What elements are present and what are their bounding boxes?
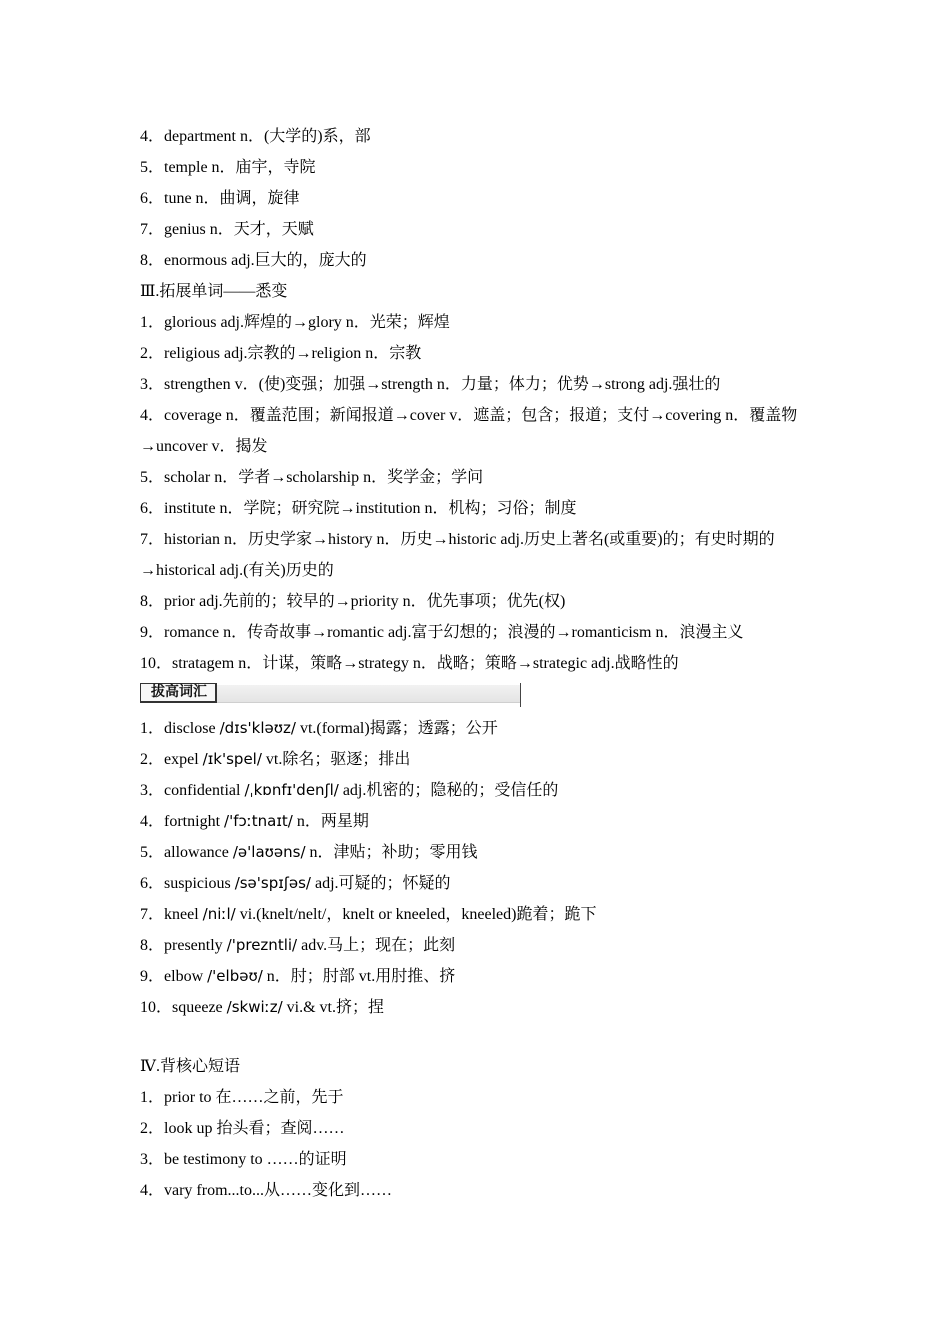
entry-number: 2． xyxy=(140,751,165,768)
entry-number: 10． xyxy=(140,999,173,1016)
vocab-list-continued xyxy=(140,121,812,276)
list-item: 1．glorious adj.辉煌的→glory n．光荣；辉煌 xyxy=(140,314,450,331)
entry-phonetic: /ˌkɒnfɪ'denʃl/ xyxy=(244,781,339,799)
entry-phonetic: /'prezntli/ xyxy=(226,936,298,954)
list-item: 8．enormous adj.巨大的，庞大的 xyxy=(140,252,367,269)
expand-words-list xyxy=(140,307,812,679)
list-item: 2．look up 抬头看；查阅…… xyxy=(140,1120,345,1137)
entry-number: 1． xyxy=(140,720,165,737)
vocab-entry xyxy=(140,744,812,775)
entry-number: 7． xyxy=(140,906,165,923)
entry-word: confidential xyxy=(164,782,245,799)
entry-definition: vt.(formal)揭露；透露；公开 xyxy=(295,720,498,737)
entry-definition: adj.可疑的；怀疑的 xyxy=(310,875,451,892)
section-spacer xyxy=(140,1023,812,1051)
section-heading-expand-words: Ⅲ.拓展单词——悉变 xyxy=(140,283,288,300)
list-item: 4．coverage n．覆盖范围；新闻报道→cover v．遮盖；包含；报道；支付→covering n．覆盖物→uncover v．揭发 xyxy=(140,407,798,455)
entry-definition: adj.机密的；隐秘的；受信任的 xyxy=(338,782,559,799)
vocab-entry xyxy=(140,868,812,899)
advanced-vocab-banner xyxy=(140,683,521,707)
advanced-vocab-list xyxy=(140,713,812,1023)
vocab-entry xyxy=(140,992,812,1023)
list-item: 9．romance n．传奇故事→romantic adj.富于幻想的；浪漫的→romanticism n．浪漫主义 xyxy=(140,624,744,641)
list-item: 7．historian n．历史学家→history n．历史→historic adj.历史上著名(或重要)的；有史时期的→historical adj.(有关)历史的 xyxy=(140,531,775,579)
entry-number: 8． xyxy=(140,937,165,954)
vocab-entry xyxy=(140,961,812,992)
entry-number: 5． xyxy=(140,844,165,861)
entry-word: presently xyxy=(164,937,227,954)
core-phrases-list xyxy=(140,1082,812,1206)
entry-number: 6． xyxy=(140,875,165,892)
entry-word: elbow xyxy=(164,968,208,985)
entry-word: allowance xyxy=(164,844,233,861)
entry-phonetic: /'fɔːtnaɪt/ xyxy=(224,812,293,830)
entry-phonetic: /sə'spɪʃəs/ xyxy=(234,874,311,892)
list-item: 4．department n．(大学的)系，部 xyxy=(140,128,371,145)
entry-number: 9． xyxy=(140,968,165,985)
entry-phonetic: /skwiːz/ xyxy=(226,998,283,1016)
list-item: 5．temple n．庙宇，寺院 xyxy=(140,159,316,176)
list-item: 6．tune n．曲调，旋律 xyxy=(140,190,300,207)
list-item: 3．strengthen v．(使)变强；加强→strength n．力量；体力；优势→strong adj.强壮的 xyxy=(140,376,721,393)
list-item: 6．institute n．学院；研究院→institution n．机构；习俗；制度 xyxy=(140,500,577,517)
entry-number: 4． xyxy=(140,813,165,830)
entry-word: disclose xyxy=(164,720,220,737)
vocab-entry xyxy=(140,806,812,837)
entry-phonetic: /dɪs'kləʊz/ xyxy=(219,719,296,737)
banner-label: 拔高词汇 xyxy=(140,683,217,703)
list-item: 10．stratagem n．计谋，策略→strategy n．战略；策略→strategic adj.战略性的 xyxy=(140,655,679,672)
section-heading-core-phrases: Ⅳ.背核心短语 xyxy=(140,1058,240,1075)
entry-definition: vt.除名；驱逐；排出 xyxy=(261,751,411,768)
entry-word: expel xyxy=(164,751,203,768)
entry-definition: n．津贴；补助；零用钱 xyxy=(305,844,478,861)
list-item: 8．prior adj.先前的；较早的→priority n．优先事项；优先(权) xyxy=(140,593,566,610)
list-item: 7．genius n．天才，天赋 xyxy=(140,221,314,238)
list-item: 2．religious adj.宗教的→religion n．宗教 xyxy=(140,345,422,362)
document-content xyxy=(140,121,812,1206)
entry-definition: n．两星期 xyxy=(292,813,369,830)
vocab-entry xyxy=(140,837,812,868)
entry-phonetic: /ɪk'spel/ xyxy=(202,750,262,768)
entry-phonetic: /'elbəʊ/ xyxy=(207,967,263,985)
entry-word: fortnight xyxy=(164,813,225,830)
list-item: 5．scholar n．学者→scholarship n．奖学金；学问 xyxy=(140,469,484,486)
list-item: 3．be testimony to ……的证明 xyxy=(140,1151,347,1168)
entry-definition: vi.(knelt/nelt/，knelt or kneeled，kneeled)跪着；跪下 xyxy=(235,906,597,923)
list-item: 1．prior to 在……之前，先于 xyxy=(140,1089,344,1106)
entry-word: suspicious xyxy=(164,875,235,892)
entry-word: squeeze xyxy=(172,999,227,1016)
vocab-entry xyxy=(140,899,812,930)
list-item: 4．vary from...to...从……变化到…… xyxy=(140,1182,392,1199)
entry-phonetic: /niːl/ xyxy=(202,905,236,923)
entry-word: kneel xyxy=(164,906,203,923)
entry-phonetic: /ə'laʊəns/ xyxy=(232,843,306,861)
entry-number: 3． xyxy=(140,782,165,799)
vocab-entry xyxy=(140,713,812,744)
vocab-entry xyxy=(140,930,812,961)
entry-definition: vi.& vt.挤；捏 xyxy=(282,999,384,1016)
entry-definition: adv.马上；现在；此刻 xyxy=(297,937,456,954)
vocab-entry xyxy=(140,775,812,806)
entry-definition: n．肘；肘部 vt.用肘推、挤 xyxy=(262,968,456,985)
